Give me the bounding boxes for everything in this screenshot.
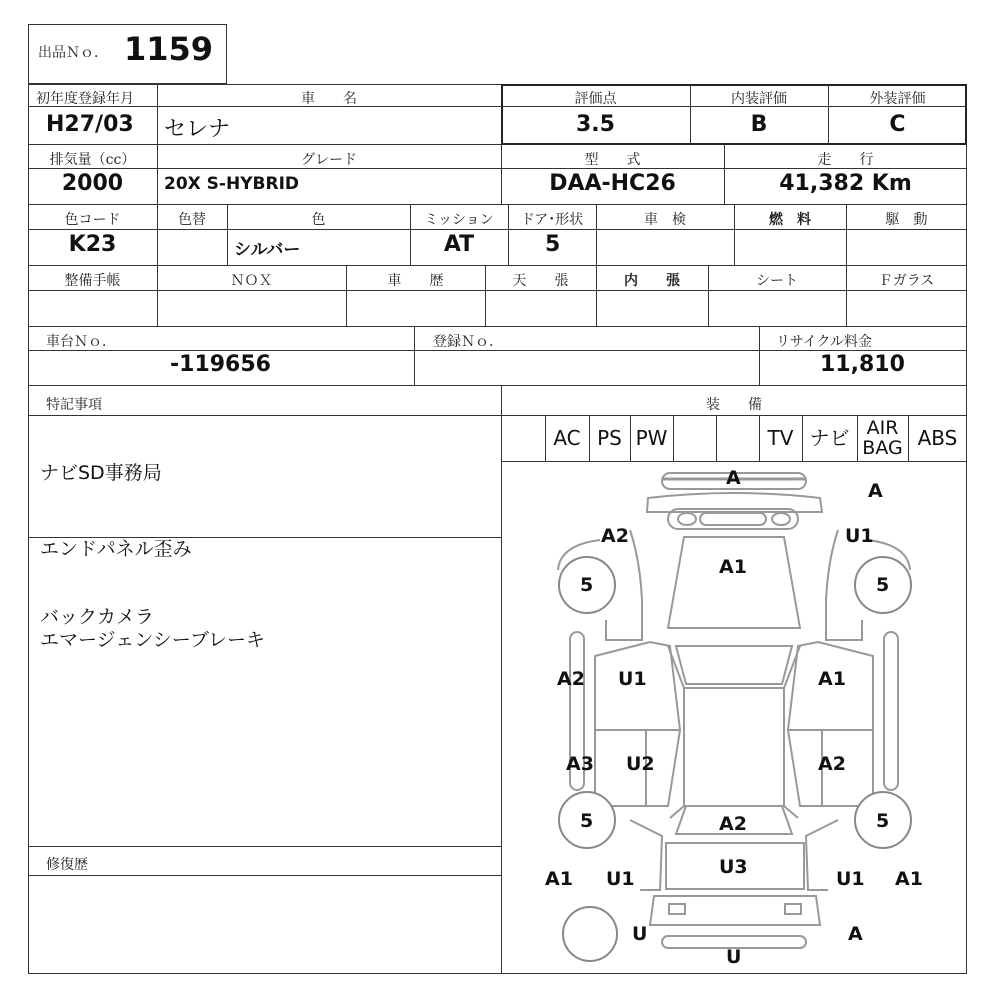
airbag-line: AIR bbox=[866, 417, 899, 439]
spare-tire bbox=[563, 907, 617, 961]
grade-label: グレード bbox=[301, 152, 357, 168]
model-label: 型 式 bbox=[584, 152, 641, 168]
remark-line: エンドパネル歪み bbox=[40, 538, 192, 560]
car-name-value: セレナ bbox=[164, 117, 231, 142]
mark-right-quarter-outer: A1 bbox=[895, 868, 923, 890]
mark-wheel-rr: 5 bbox=[876, 810, 890, 832]
drive-label: 駆 動 bbox=[885, 212, 928, 228]
mark-left-front-door: U1 bbox=[618, 668, 647, 690]
equipment-label: 装 備 bbox=[706, 397, 762, 413]
roof-lining-label: 天 張 bbox=[512, 273, 569, 289]
remark-line: ナビSD事務局 bbox=[40, 462, 162, 484]
car-name-label: 車 名 bbox=[301, 91, 357, 107]
mark-hood: A1 bbox=[719, 556, 747, 578]
color-value: シルバー bbox=[234, 240, 301, 260]
lot-label: 出品Ｎｏ． bbox=[38, 45, 108, 61]
mark-rear-right-outer: A bbox=[848, 923, 863, 945]
exterior-grade-value: C bbox=[889, 112, 906, 137]
car-damage-diagram bbox=[501, 461, 967, 974]
equipment-item-airbag bbox=[857, 418, 908, 458]
chassis-value: -119656 bbox=[170, 352, 271, 377]
color-change-label: 色替 bbox=[178, 212, 206, 228]
inspection-label: 車 検 bbox=[644, 212, 686, 228]
grade-value: 20X S-HYBRID bbox=[164, 174, 300, 194]
color-code-label: 色コード bbox=[64, 212, 121, 228]
mark-right-rear-door: A2 bbox=[818, 753, 846, 775]
mark-rear-bumper: U bbox=[726, 946, 742, 968]
equipment-item-abs: ABS bbox=[917, 426, 958, 450]
equipment-item-ps: PS bbox=[597, 426, 622, 450]
displacement-label: 排気量（cc） bbox=[49, 152, 136, 168]
front-glass-label: Ｆガラス bbox=[878, 273, 935, 289]
mark-wheel-fl: 5 bbox=[580, 574, 594, 596]
remark-line: バックカメラ bbox=[40, 606, 155, 628]
recycle-fee-label: リサイクル料金 bbox=[776, 334, 873, 350]
mileage-label: 走 行 bbox=[817, 152, 874, 168]
mileage-value: 41,382 Km bbox=[779, 171, 912, 196]
door-value: 5 bbox=[545, 232, 561, 257]
mark-left-rear-outer: A3 bbox=[566, 753, 594, 775]
mark-wheel-fr: 5 bbox=[876, 574, 890, 596]
equipment-item-tv: TV bbox=[767, 426, 794, 450]
equipment-item-navi: ナビ bbox=[809, 426, 850, 450]
mark-spare: U bbox=[632, 923, 648, 945]
mark-front-right-outer: A bbox=[868, 480, 883, 502]
door-label: ドア･形状 bbox=[520, 212, 584, 228]
damage-marks bbox=[545, 467, 923, 968]
interior-grade-value: B bbox=[750, 112, 768, 137]
recycle-fee-value: 11,810 bbox=[820, 352, 905, 377]
mark-left-quarter-outer: A1 bbox=[545, 868, 573, 890]
lot-number: 1159 bbox=[124, 30, 214, 68]
mark-roof-rear: A2 bbox=[719, 813, 747, 835]
color-code-value: K23 bbox=[68, 232, 117, 257]
mark-wheel-rl: 5 bbox=[580, 810, 594, 832]
service-book-label: 整備手帳 bbox=[64, 273, 121, 289]
mark-back-door: U3 bbox=[719, 856, 748, 878]
history-label: 車 歴 bbox=[387, 273, 444, 289]
nox-label: ＮＯＸ bbox=[230, 273, 273, 289]
score-value: 3.5 bbox=[576, 112, 615, 137]
wheels bbox=[559, 557, 911, 961]
first-registration-label: 初年度登録年月 bbox=[36, 91, 134, 107]
mark-front-right-fender: U1 bbox=[845, 525, 874, 547]
equipment-item-ac: AC bbox=[553, 426, 581, 450]
displacement-value: 2000 bbox=[61, 171, 124, 196]
remarks-label: 特記事項 bbox=[46, 397, 102, 413]
mark-right-quarter: U1 bbox=[836, 868, 865, 890]
first-registration-value: H27/03 bbox=[46, 112, 134, 137]
fuel-label: 燃 料 bbox=[769, 212, 811, 228]
seat-label: シート bbox=[756, 273, 798, 289]
mark-right-front-door: A1 bbox=[818, 668, 846, 690]
mark-front-bumper: A bbox=[726, 467, 741, 489]
interior-grade-label: 内装評価 bbox=[731, 91, 787, 107]
chassis-label: 車台Ｎｏ． bbox=[46, 334, 116, 350]
equipment-item-pw: PW bbox=[635, 426, 668, 450]
airbag-line: BAG bbox=[862, 437, 903, 459]
score-label: 評価点 bbox=[574, 91, 617, 107]
color-label: 色 bbox=[311, 212, 326, 228]
mark-left-front-door-outer: A2 bbox=[557, 668, 585, 690]
mark-left-rear-door: U2 bbox=[626, 753, 655, 775]
mark-left-quarter: U1 bbox=[606, 868, 635, 890]
repair-history-label: 修復歴 bbox=[46, 857, 88, 873]
exterior-grade-label: 外装評価 bbox=[869, 91, 926, 107]
mission-value: AT bbox=[443, 232, 475, 257]
remark-line: エマージェンシーブレーキ bbox=[40, 629, 266, 651]
model-value: DAA-HC26 bbox=[549, 171, 676, 196]
interior-lining-label: 内 張 bbox=[624, 273, 680, 289]
mission-label: ミッション bbox=[424, 212, 494, 228]
registration-label: 登録Ｎｏ． bbox=[433, 334, 503, 350]
mark-front-left-fender: A2 bbox=[601, 525, 629, 547]
